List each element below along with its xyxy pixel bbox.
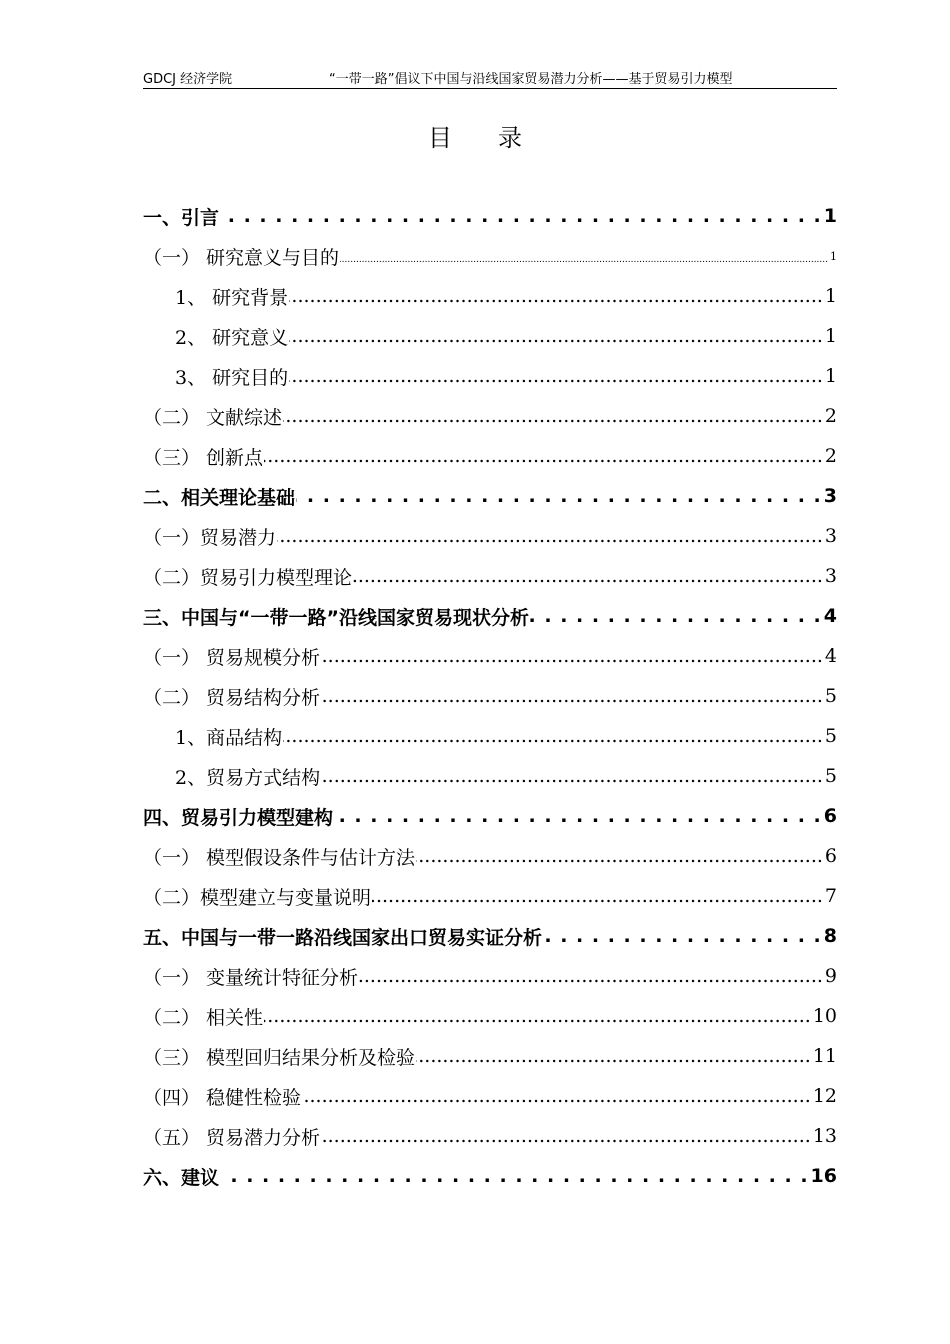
toc-entry-label: （三） 模型回归结果分析及检验	[143, 1046, 416, 1069]
toc-entry[interactable]	[143, 1156, 837, 1196]
toc-entry-label: 三、中国与“一带一路”沿线国家贸易现状分析	[143, 606, 529, 629]
toc-entry-page-number: 9	[824, 965, 837, 987]
toc-entry-page-number: 4	[823, 605, 837, 627]
toc-entry-label: 一、引言	[143, 206, 220, 229]
toc-leader-dots	[334, 805, 822, 827]
toc-leader-dots	[321, 685, 823, 707]
toc-entry[interactable]	[143, 1036, 837, 1076]
toc-leader-dots	[289, 325, 823, 347]
toc-entry[interactable]	[143, 876, 837, 916]
toc-entry[interactable]	[143, 1116, 837, 1156]
toc-leader-dots	[296, 485, 822, 507]
toc-entry-label: 二、相关理论基础	[143, 486, 296, 509]
toc-entry-label: （二）模型建立与变量说明	[143, 886, 372, 909]
toc-leader-dots	[264, 445, 823, 467]
toc-entry-page-number: 12	[812, 1085, 837, 1107]
toc-entry-page-number: 1	[823, 205, 837, 227]
toc-entry-label: （二） 相关性	[143, 1006, 264, 1029]
toc-entry-page-number: 5	[824, 765, 837, 787]
toc-entry-page-number: 4	[824, 645, 837, 667]
toc-entry-page-number: 2	[824, 405, 837, 427]
toc-entry-page-number: 5	[824, 725, 837, 747]
toc-entry[interactable]	[143, 796, 837, 836]
toc-entry[interactable]	[143, 756, 837, 796]
toc-entry-page-number: 6	[824, 845, 837, 867]
toc-leader-dots	[220, 205, 822, 227]
toc-entry[interactable]	[143, 836, 837, 876]
toc-entry[interactable]	[143, 396, 837, 436]
toc-entry-page-number: 1	[824, 365, 837, 387]
toc-leader-dots	[321, 1125, 811, 1147]
toc-leader-dots	[289, 285, 823, 307]
toc-entry[interactable]	[143, 1076, 837, 1116]
toc-entry[interactable]	[143, 516, 837, 556]
toc-entry-page-number: 2	[824, 445, 837, 467]
toc-entry[interactable]	[143, 996, 837, 1036]
toc-entry-label: 1、商品结构	[175, 726, 283, 749]
toc-leader-dots	[353, 565, 823, 587]
toc-entry-page-number: 16	[810, 1165, 837, 1187]
toc-entry-label: （一） 研究意义与目的	[143, 246, 340, 269]
toc-entry-page-number: 3	[824, 565, 837, 587]
toc-entry-page-number: 3	[824, 525, 837, 547]
toc-entry[interactable]	[143, 916, 837, 956]
toc-entry-label: 3、 研究目的	[175, 366, 289, 389]
toc-entry-page-number: 10	[812, 1005, 837, 1027]
toc-entry-label: （一） 变量统计特征分析	[143, 966, 359, 989]
page-title: 目录	[428, 124, 568, 152]
toc-entry-label: （二） 贸易结构分析	[143, 686, 321, 709]
toc-leader-dots	[340, 245, 828, 267]
toc-entry-label: （三） 创新点	[143, 446, 264, 469]
toc-leader-dots	[416, 845, 823, 867]
toc-entry-label: （一） 模型假设条件与估计方法	[143, 846, 416, 869]
toc-entry-page-number: 6	[823, 805, 837, 827]
toc-entry-label: 五、中国与一带一路沿线国家出口贸易实证分析	[143, 926, 543, 949]
toc-leader-dots	[264, 1005, 811, 1027]
toc-entry[interactable]	[143, 316, 837, 356]
toc-entry-page-number: 1	[824, 325, 837, 347]
toc-entry-label: 四、贸易引力模型建构	[143, 806, 334, 829]
header-left-text: GDCJ 经济学院	[143, 72, 233, 87]
toc-entry[interactable]	[143, 236, 837, 276]
toc-entry[interactable]	[143, 356, 837, 396]
toc-entry[interactable]	[143, 476, 837, 516]
toc-entry-label: （五） 贸易潜力分析	[143, 1126, 321, 1149]
toc-leader-dots	[530, 605, 822, 627]
toc-entry-label: 2、贸易方式结构	[175, 766, 321, 789]
toc-leader-dots	[372, 885, 823, 907]
toc-entry-page-number: 8	[823, 925, 837, 947]
toc-entry-page-number: 5	[824, 685, 837, 707]
toc-entry-label: （一） 贸易规模分析	[143, 646, 321, 669]
toc-entry[interactable]	[143, 716, 837, 756]
toc-leader-dots	[359, 965, 823, 987]
toc-entry[interactable]	[143, 436, 837, 476]
toc-leader-dots	[416, 1045, 811, 1067]
toc-entry[interactable]	[143, 596, 837, 636]
toc-entry[interactable]	[143, 676, 837, 716]
table-of-contents	[143, 196, 837, 1196]
toc-entry-page-number: 11	[812, 1045, 837, 1067]
toc-leader-dots	[220, 1165, 809, 1187]
toc-leader-dots	[302, 1085, 811, 1107]
toc-entry-page-number: 7	[824, 885, 837, 907]
page-header	[143, 66, 837, 89]
toc-leader-dots	[283, 725, 823, 747]
toc-entry[interactable]	[143, 956, 837, 996]
toc-leader-dots	[289, 365, 823, 387]
toc-leader-dots	[543, 925, 822, 947]
toc-entry[interactable]	[143, 556, 837, 596]
toc-entry[interactable]	[143, 636, 837, 676]
toc-leader-dots	[321, 765, 823, 787]
toc-leader-dots	[321, 645, 823, 667]
toc-entry-label: 2、 研究意义	[175, 326, 289, 349]
toc-entry-label: 六、建议	[143, 1166, 220, 1189]
toc-entry-page-number: 13	[812, 1125, 837, 1147]
toc-entry[interactable]	[143, 196, 837, 236]
toc-entry-label: （二） 文献综述	[143, 406, 283, 429]
toc-entry-page-number: 1	[830, 249, 837, 263]
toc-entry[interactable]	[143, 276, 837, 316]
toc-entry-page-number: 1	[824, 285, 837, 307]
toc-entry-label: （一）贸易潜力	[143, 526, 277, 549]
toc-leader-dots	[283, 405, 823, 427]
header-center-text: “一带一路”倡议下中国与沿线国家贸易潜力分析——基于贸易引力模型	[329, 72, 733, 87]
toc-leader-dots	[277, 525, 823, 547]
toc-entry-label: 1、 研究背景	[175, 286, 289, 309]
toc-entry-label: （二）贸易引力模型理论	[143, 566, 353, 589]
toc-entry-label: （四） 稳健性检验	[143, 1086, 302, 1109]
toc-entry-page-number: 3	[823, 485, 837, 507]
